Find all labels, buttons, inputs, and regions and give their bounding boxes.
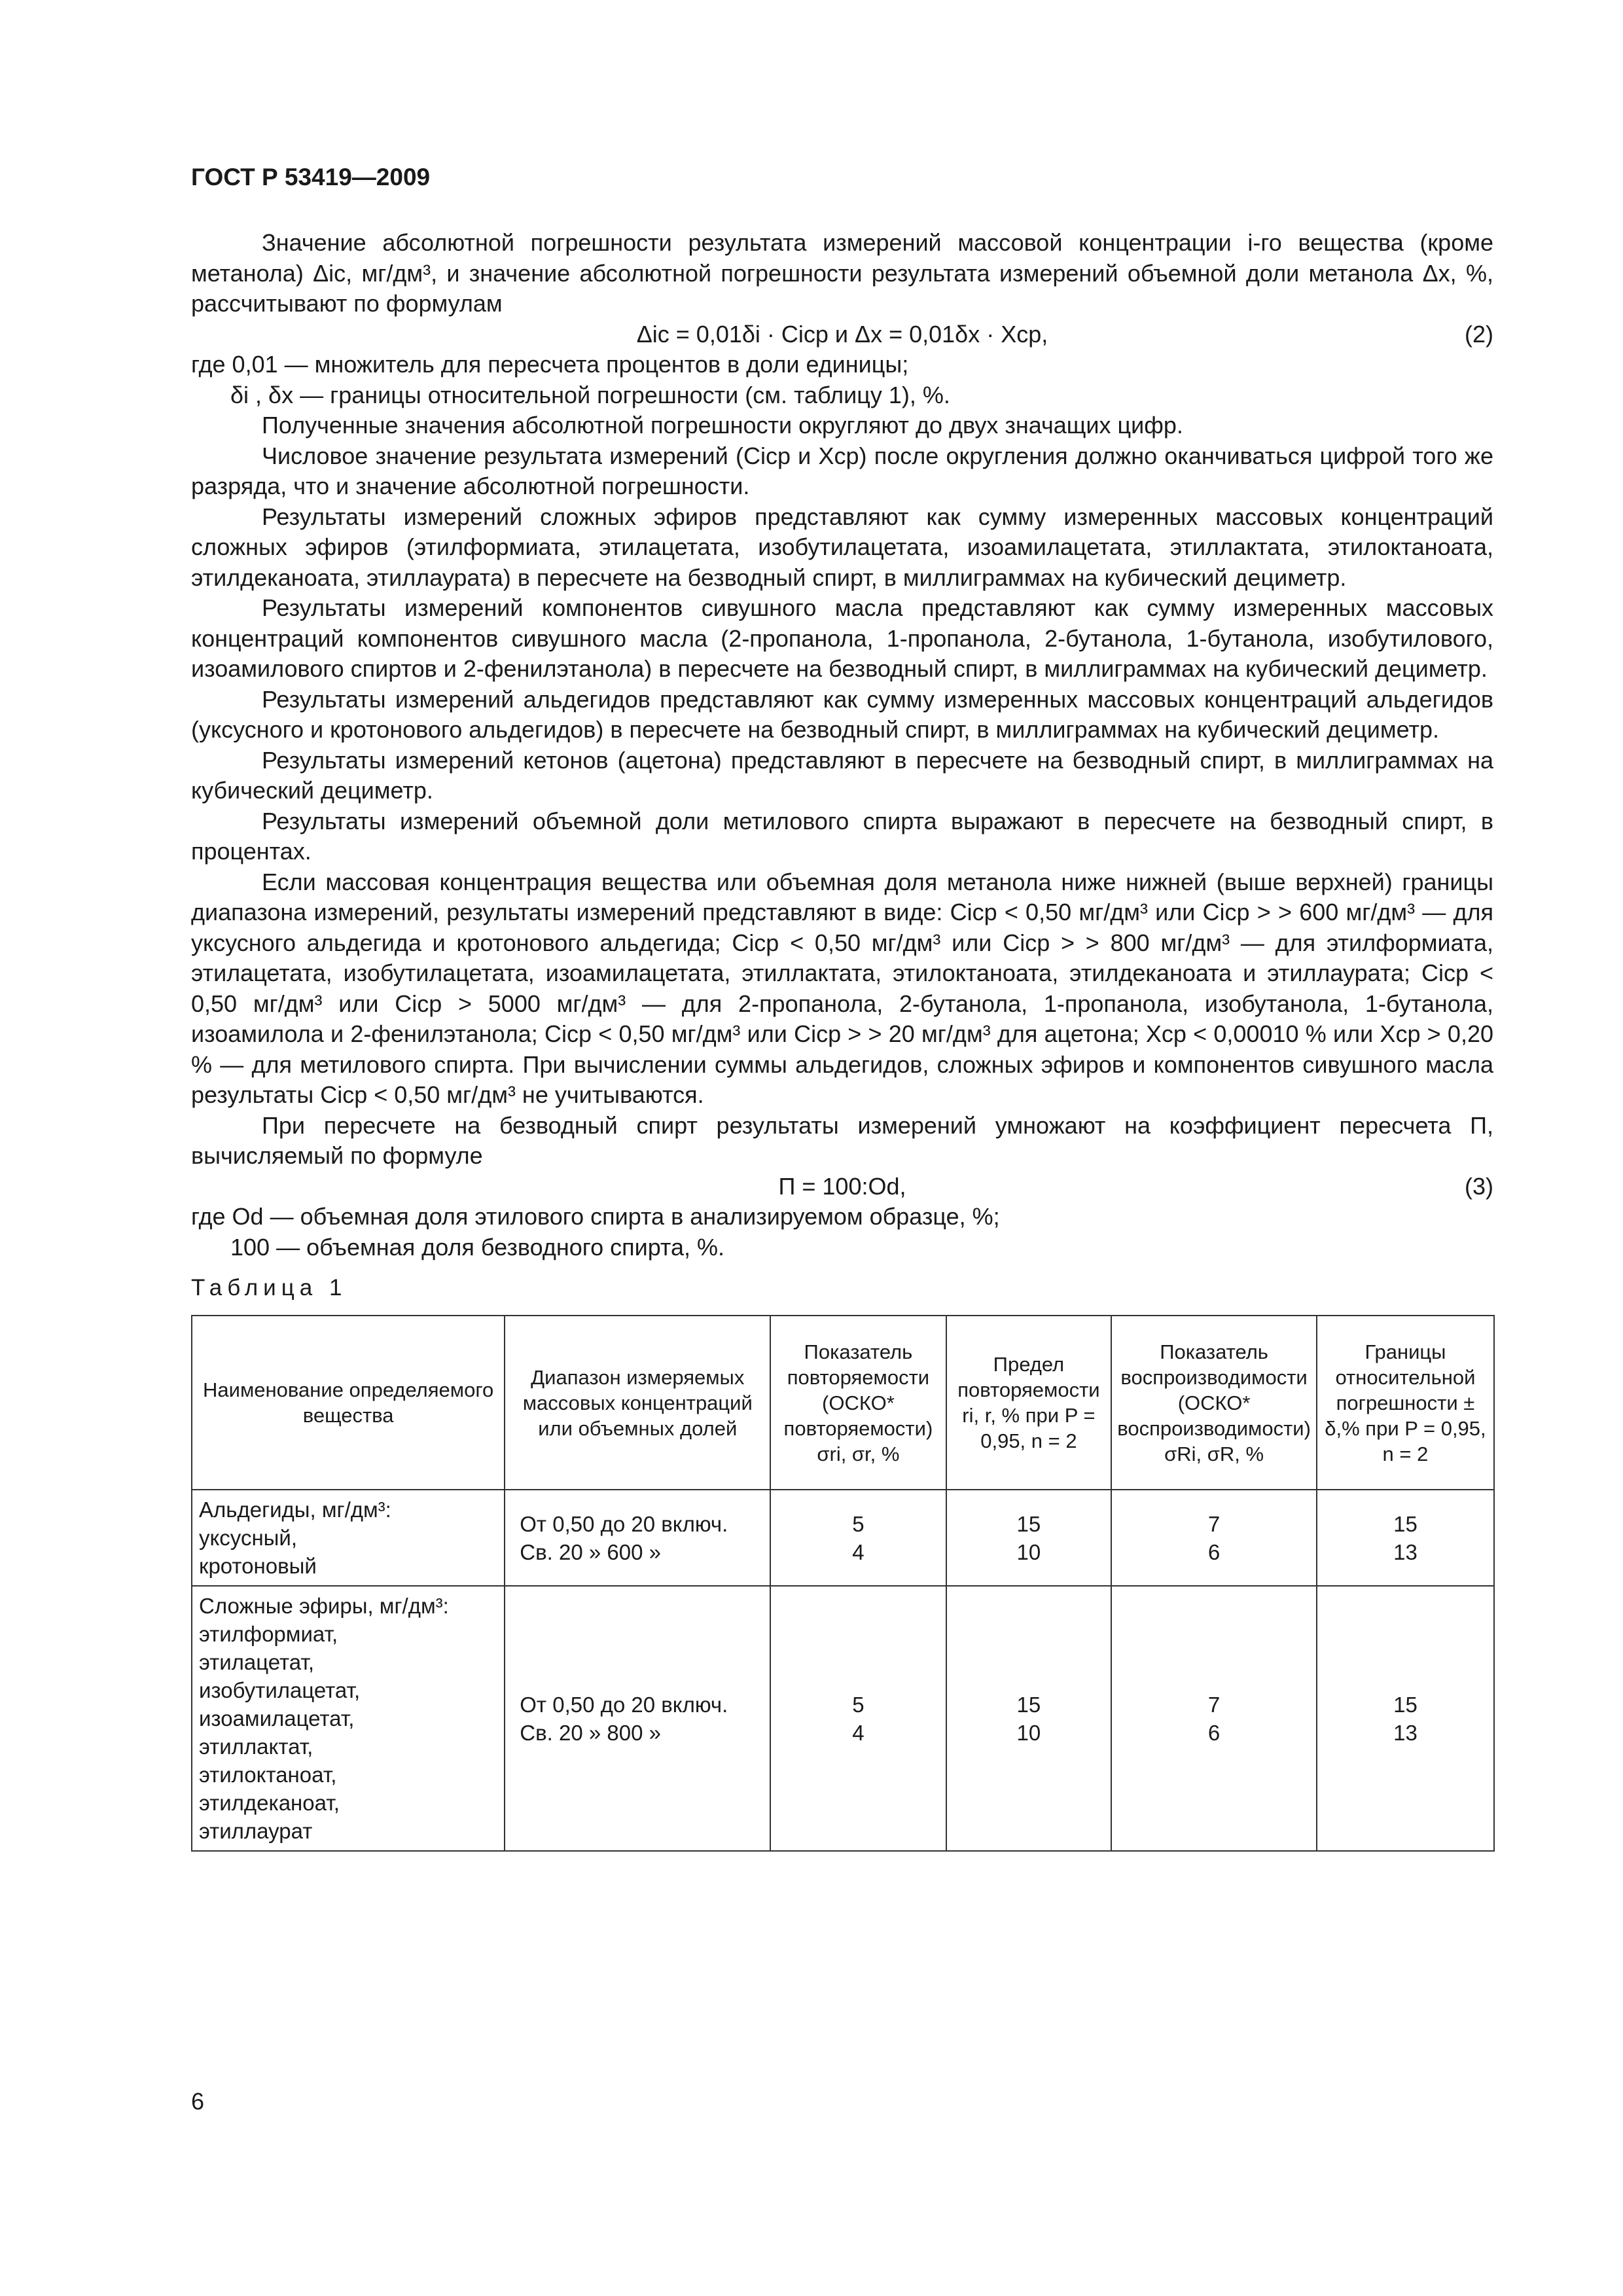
paragraph: Числовое значение результата измерений (Ciср и Xср) после округления должно оканчиваться цифрой того же разряда, что и значение абсолютной погрешности. (191, 442, 1493, 499)
where-line: 100 — объемная доля безводного спирта, %. (230, 1233, 725, 1261)
column-header-range: Диапазон измеряемых массовых концентраций или объемных долей (505, 1316, 770, 1490)
column-header-reproducibility: Показатель воспроизводимости (ОСКО* воспроизводимости) σRi, σR, % (1111, 1316, 1317, 1490)
cell-repeatability-limit: 15 10 (946, 1586, 1112, 1851)
paragraph: Если массовая концентрация вещества или объемная доля метанола ниже нижней (выше верхней) границы диапазона измерений, результаты измерений представляют в виде: Ciср < 0,50 мг/дм³ или Ciср > > 600 мг/дм³ — для уксусного альдегида и кротонового альдегида; Ciср < 0,50 мг/дм³ или Ciср > > 800 мг/дм³ — для этилформиата, этилацетата, изобутилацетата, изоамилацетата, этиллактата, этилоктаноата, этилдеканоата и этиллаурата; Ciср < 0,50 мг/дм³ или Ciср > 5000 мг/дм³ — для 2-пропанола, 2-бутанола, 1-пропанола, изобутанола, 1-бутанола, изоамилола и 2-фенилэтанола; Ciср < 0,50 мг/дм³ или Ciср > > 20 мг/дм³ для ацетона; Xср < 0,00010 % или Xср > 0,20 % — для метилового спирта. При вычислении суммы альдегидов, сложных эфиров и компонентов сивушного масла результаты Ciср < 0,50 мг/дм³ не учитываются. (191, 868, 1493, 1108)
column-header-repeatability-limit: Предел повторяемости ri, r, % при P = 0,95, n = 2 (946, 1316, 1112, 1490)
where-line: где Od — объемная доля этилового спирта в анализируемом образце, %; (191, 1203, 1000, 1230)
formula-3 (191, 1172, 1493, 1202)
table-row (192, 1586, 1494, 1851)
where-line: где 0,01 — множитель для пересчета процентов в доли единицы; (191, 351, 909, 378)
page-content (191, 228, 1493, 1852)
column-header-error-bounds: Границы относительной погрешности ± δ,% при P = 0,95, n = 2 (1317, 1316, 1494, 1490)
cell-reproducibility: 7 6 (1111, 1490, 1317, 1586)
formula-text: П = 100:Od, (778, 1172, 906, 1200)
table-header-row (192, 1316, 1494, 1490)
paragraph: Полученные значения абсолютной погрешности округляют до двух значащих цифр. (262, 412, 1183, 439)
paragraph: Результаты измерений кетонов (ацетона) представляют в пересчете на безводный спирт, в миллиграммах на кубический дециметр. (191, 746, 1493, 804)
cell-substance: Сложные эфиры, мг/дм³: этилформиат, этилацетат, изобутилацетат, изоамилацетат, этиллактат, этилоктаноат, этилдеканоат, этиллаурат (192, 1586, 505, 1851)
data-table (191, 1315, 1495, 1852)
cell-reproducibility: 7 6 (1111, 1586, 1317, 1851)
cell-substance: Альдегиды, мг/дм³: уксусный, кротоновый (192, 1490, 505, 1586)
column-header-substance: Наименование определяемого вещества (192, 1316, 505, 1490)
paragraph: Результаты измерений компонентов сивушного масла представляют как сумму измеренных массовых концентраций компонентов сивушного масла (2-пропанола, 1-пропанола, 2-бутанола, 1-бутанола, изобутилового, изоамилового спиртов и 2-фенилэтанола) в пересчете на безводный спирт, в миллиграммах на кубический дециметр. (191, 594, 1493, 682)
page-number: 6 (191, 2088, 205, 2115)
paragraph: Результаты измерений альдегидов представляют как сумму измеренных массовых концентраций альдегидов (уксусного и кротонового альдегидов) в пересчете на безводный спирт, в миллиграммах на кубический дециметр. (191, 685, 1493, 743)
formula-number: (3) (1465, 1172, 1493, 1200)
cell-error-bounds: 15 13 (1317, 1586, 1494, 1851)
cell-error-bounds: 15 13 (1317, 1490, 1494, 1586)
column-header-repeatability: Показатель повторяемости (ОСКО* повторяемости) σri, σr, % (770, 1316, 946, 1490)
paragraph: Результаты измерений объемной доли метилового спирта выражают в пересчете на безводный спирт, в процентах. (191, 807, 1493, 865)
cell-range: От 0,50 до 20 включ. Св. 20 » 800 » (505, 1586, 770, 1851)
formula-text: Δic = 0,01δi · Ciср и Δx = 0,01δx · Xср, (636, 320, 1048, 348)
cell-repeatability: 5 4 (770, 1490, 946, 1586)
cell-range: От 0,50 до 20 включ. Св. 20 » 600 » (505, 1490, 770, 1586)
paragraph: Значение абсолютной погрешности результата измерений массовой концентрации i-го вещества (кроме метанола) Δic, мг/дм³, и значение абсолютной погрешности результата измерений объемной доли метанола Δx, %, рассчитывают по формулам (191, 229, 1493, 317)
formula-number: (2) (1465, 320, 1493, 348)
document-id: ГОСТ Р 53419—2009 (191, 164, 431, 190)
table-caption: Таблица 1 (191, 1275, 348, 1300)
formula-2 (191, 319, 1493, 350)
cell-repeatability-limit: 15 10 (946, 1490, 1112, 1586)
paragraph: При пересчете на безводный спирт результаты измерений умножают на коэффициент пересчета П, вычисляемый по формуле (191, 1111, 1493, 1169)
paragraph: Результаты измерений сложных эфиров представляют как сумму измеренных массовых концентраций сложных эфиров (этилформиата, этилацетата, изобутилацетата, изоамилацетата, этиллактата, этилоктаноата, этилдеканоата, этиллаурата) в пересчете на безводный спирт, в миллиграммах на кубический дециметр. (191, 503, 1493, 591)
where-line: δi , δx — границы относительной погрешности (см. таблицу 1), %. (230, 381, 950, 408)
cell-repeatability: 5 4 (770, 1586, 946, 1851)
table-row (192, 1490, 1494, 1586)
